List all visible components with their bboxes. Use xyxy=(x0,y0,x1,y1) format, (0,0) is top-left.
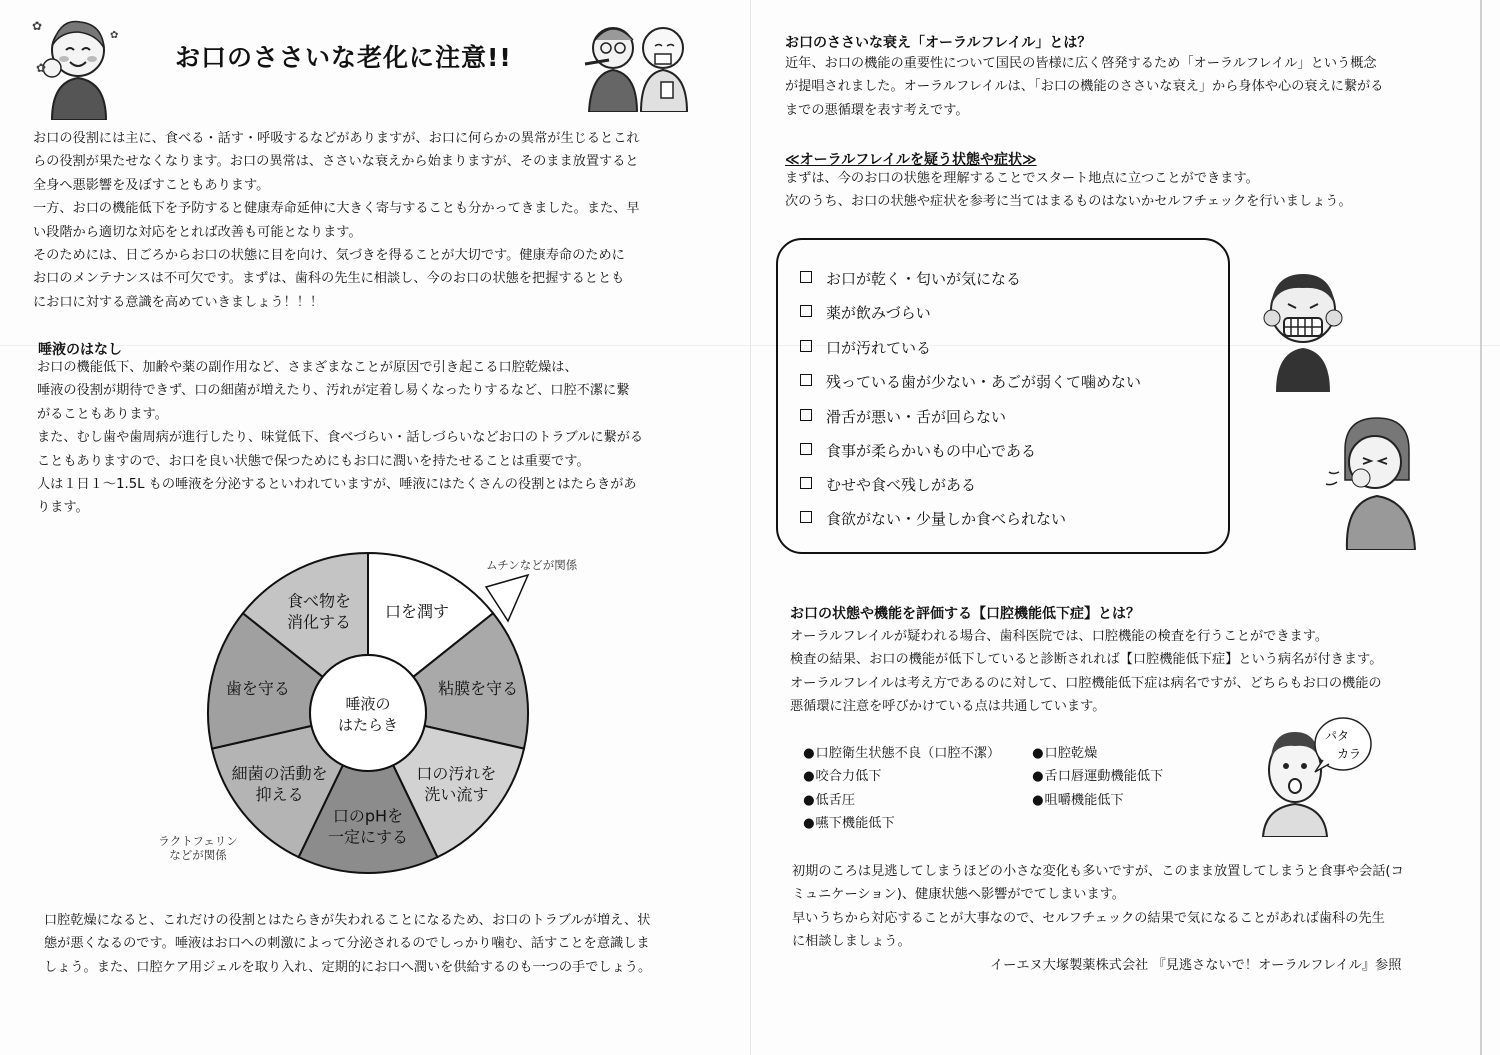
checklist-item[interactable] xyxy=(800,268,1021,289)
intro-line: らの役割が果たせなくなります。お口の異常は、ささいな衰えから始まりますが、そのまま放置すると xyxy=(33,154,639,170)
symptom-item: ● 低舌圧 xyxy=(803,789,855,808)
checklist-label: むせや食べ残しがある xyxy=(826,476,977,494)
oral-hypofunction-line: オーラルフレイルが疑われる場合、歯科医院では、口腔機能の検査を行うことができます。 xyxy=(790,629,1329,644)
mucin-note: ムチンなどが関係 xyxy=(486,558,578,572)
checklist-item[interactable] xyxy=(800,406,1006,427)
svg-text:✿: ✿ xyxy=(36,61,47,75)
symptom-item: ● 咬合力低下 xyxy=(803,765,881,784)
saliva-functions-diagram xyxy=(150,545,610,875)
checkbox[interactable] xyxy=(800,271,812,283)
oral-hypofunction-paragraph xyxy=(790,625,1382,719)
closing-line: に相談しましょう。 xyxy=(792,934,911,950)
checklist-item[interactable] xyxy=(800,508,1066,529)
center-label: はたらき xyxy=(337,716,399,734)
saliva-line: こともありますので、お口を良い状態で保つためにもお口に潤いを持たせることは重要です。 xyxy=(37,453,590,469)
saliva-line: ります。 xyxy=(37,500,89,516)
man-saying-pataka-icon xyxy=(1255,712,1375,837)
page-fold xyxy=(750,0,751,1055)
saliva-line: 人は１日１～1.5L もの唾液を分泌するといわれていますが、唾液にはたくさんの役割とはたらきがあ xyxy=(37,477,637,493)
segment-label: 口の汚れを xyxy=(416,763,497,783)
checklist-label: 口が汚れている xyxy=(826,339,932,357)
segment-label: 抑える xyxy=(255,784,304,804)
checklist-label: 食事が柔らかいもの中心である xyxy=(826,442,1037,460)
coughing-person-icon xyxy=(1325,410,1425,550)
conclusion-line: しょう。また、口腔ケア用ジェルを取り入れ、定期的にお口へ潤いを供給するのも一つの手でしょう。 xyxy=(44,959,652,975)
symptoms-heading: ≪オーラルフレイルを疑う状態や症状≫ xyxy=(785,152,1037,168)
self-check-intro xyxy=(785,167,1352,214)
intro-line: 全身へ悪影響を及ぼすこともあります。 xyxy=(33,177,270,193)
intro-paragraph xyxy=(33,127,640,314)
segment-label: 細菌の活動を xyxy=(231,763,328,783)
symptom-item: ● 咀嚼機能低下 xyxy=(1032,789,1124,808)
speech-bubble-line: パタ xyxy=(1324,729,1350,743)
intro-line: にお口に対する意識を高めていきましょう！！！ xyxy=(33,294,324,310)
oral-hypofunction-line: 悪循環に注意を呼びかけている点は共通しています。 xyxy=(790,699,1106,715)
conclusion-paragraph xyxy=(44,909,651,979)
saliva-line: 唾液の役割が期待できず、口の細菌が増えたり、汚れが定着し易くなったりするなど、口腔不潔に繋 xyxy=(37,383,630,399)
symptom-item: ● 舌口唇運動機能低下 xyxy=(1032,765,1163,784)
oral-frailty-line: 近年、お口の機能の重要性について国民の皆様に広く啓発するため「オーラルフレイル」という概念 xyxy=(785,56,1377,71)
oral-frailty-heading: お口のささいな衰え「オーラルフレイル」とは？ xyxy=(785,35,1092,51)
checklist-label: 滑舌が悪い・舌が回らない xyxy=(826,408,1007,426)
oral-hypofunction-heading: お口の状態や機能を評価する【口腔機能低下症】とは？ xyxy=(790,606,1140,622)
checklist-label: 残っている歯が少ない・あごが弱くて噛めない xyxy=(826,373,1142,391)
paper-edge xyxy=(1480,0,1482,1055)
segment-label: 洗い流す xyxy=(424,784,489,804)
intro-line: お口の役割には主に、食べる・話す・呼吸するなどがありますが、お口に何らかの異常が生じるとこれ xyxy=(33,131,640,146)
oral-frailty-paragraph xyxy=(785,52,1383,122)
conclusion-line: 口腔乾燥になると、これだけの役割とはたらきが失われることになるため、お口のトラブルが増え、状 xyxy=(44,913,651,928)
segment-label: 口を潤す xyxy=(385,602,450,622)
checkbox[interactable] xyxy=(800,477,812,489)
segment-label: 粘膜を守る xyxy=(438,678,519,698)
closing-line: ミュニケーション)、健康状態へ影響がでてしまいます。 xyxy=(792,887,1125,903)
closing-line: 早いうちから対応することが大事なので、セルフチェックの結果で気になることがあれば歯科の先生 xyxy=(792,910,1385,926)
checklist-item[interactable] xyxy=(800,302,931,323)
oral-frailty-line: が提唱されました。オーラルフレイルは、「お口の機能のささいな衰え」から身体や心の衰えに繋がる xyxy=(785,79,1384,95)
checkbox[interactable] xyxy=(800,374,812,386)
lactoferrin-note: ラクトフェリン xyxy=(158,834,238,848)
oral-hypofunction-line: 検査の結果、お口の機能が低下していると診断されれば【口腔機能低下症】という病名が付きます。 xyxy=(790,652,1383,668)
checklist-item[interactable] xyxy=(800,440,1036,461)
speech-bubble-line: カラ xyxy=(1336,747,1362,761)
self-check-box xyxy=(776,238,1230,554)
symptom-item: ● 口腔乾燥 xyxy=(1032,742,1097,761)
saliva-line: また、むし歯や歯周病が進行したり、味覚低下、食べづらい・話しづらいなどお口のトラブルに繋がる xyxy=(37,430,644,446)
checklist-item[interactable] xyxy=(800,371,1141,392)
checkbox[interactable] xyxy=(800,409,812,421)
symptom-item: ● 嚥下機能低下 xyxy=(803,812,895,831)
checklist-label: 食欲がない・少量しか食べられない xyxy=(826,510,1067,528)
checklist-item[interactable] xyxy=(800,337,931,358)
saliva-heading: 唾液のはなし xyxy=(38,342,122,358)
checkbox[interactable] xyxy=(800,340,812,352)
man-toothache-icon xyxy=(1258,262,1348,392)
checklist-item[interactable] xyxy=(800,474,976,495)
svg-text:✿: ✿ xyxy=(32,19,43,33)
saliva-line: がることもあります。 xyxy=(37,406,168,422)
intro-line: い段階から適切な対応をとれば改善も可能となります。 xyxy=(33,224,362,240)
checklist-label: お口が乾く・匂いが気になる xyxy=(826,270,1022,288)
symptom-item: ● 口腔衛生状態不良（口腔不潔） xyxy=(803,742,1000,761)
oral-frailty-line: までの悪循環を表す考えです。 xyxy=(785,102,969,118)
checkbox[interactable] xyxy=(800,443,812,455)
segment-label: 消化する xyxy=(286,612,351,632)
segment-label: 口のpHを xyxy=(332,806,404,826)
self-check-line: 次のうち、お口の状態や症状を参考に当てはまるものはないかセルフチェックを行いましょう。 xyxy=(785,194,1352,210)
smiling-woman-icon xyxy=(30,10,120,120)
diagram-center xyxy=(310,655,426,771)
svg-text:✿: ✿ xyxy=(110,30,119,41)
checkbox[interactable] xyxy=(800,305,812,317)
oral-hypofunction-line: オーラルフレイルは考え方であるのに対して、口腔機能低下症は病名ですが、どちらもお口の機能の xyxy=(790,675,1382,691)
reference-note: イーエヌ大塚製薬株式会社 『見逃さないで！オーラルフレイル』参照 xyxy=(990,958,1402,973)
self-check-line: まずは、今のお口の状態を理解することでスタート地点に立つことができます。 xyxy=(785,171,1259,186)
conclusion-line: 態が悪くなるのです。唾液はお口への刺激によって分泌されるのでしっかり噛む、話すことを意識しま xyxy=(44,936,650,952)
closing-line: 初期のころは見逃してしまうほどの小さな変化も多いですが、このまま放置してしまうと食事や会話(コ xyxy=(792,864,1404,879)
page-title: お口のささいな老化に注意!! xyxy=(175,43,512,72)
center-label: 唾液の xyxy=(345,695,391,713)
checklist-label: 薬が飲みづらい xyxy=(826,304,931,322)
saliva-paragraph xyxy=(37,356,643,520)
checkbox[interactable] xyxy=(800,511,812,523)
intro-line: 一方、お口の機能低下を予防すると健康寿命延伸に大きく寄与することも分かってきました。また、早 xyxy=(33,201,640,217)
segment-label: 食べ物を xyxy=(286,591,351,611)
lactoferrin-note: などが関係 xyxy=(169,848,227,862)
segment-label: 一定にする xyxy=(327,827,409,847)
elderly-couple-brushing-icon xyxy=(575,12,695,112)
intro-line: お口のメンテナンスは不可欠です。まずは、歯科の先生に相談し、今のお口の状態を把握するととも xyxy=(33,271,625,287)
saliva-line: お口の機能低下、加齢や薬の副作用など、さまざまなことが原因で引き起こる口腔乾燥は、 xyxy=(37,360,578,375)
closing-paragraph xyxy=(792,860,1404,954)
segment-label: 歯を守る xyxy=(225,678,290,698)
intro-line: そのためには、日ごろからお口の状態に目を向け、気づきを得ることが大切です。健康寿命のために xyxy=(33,248,625,264)
